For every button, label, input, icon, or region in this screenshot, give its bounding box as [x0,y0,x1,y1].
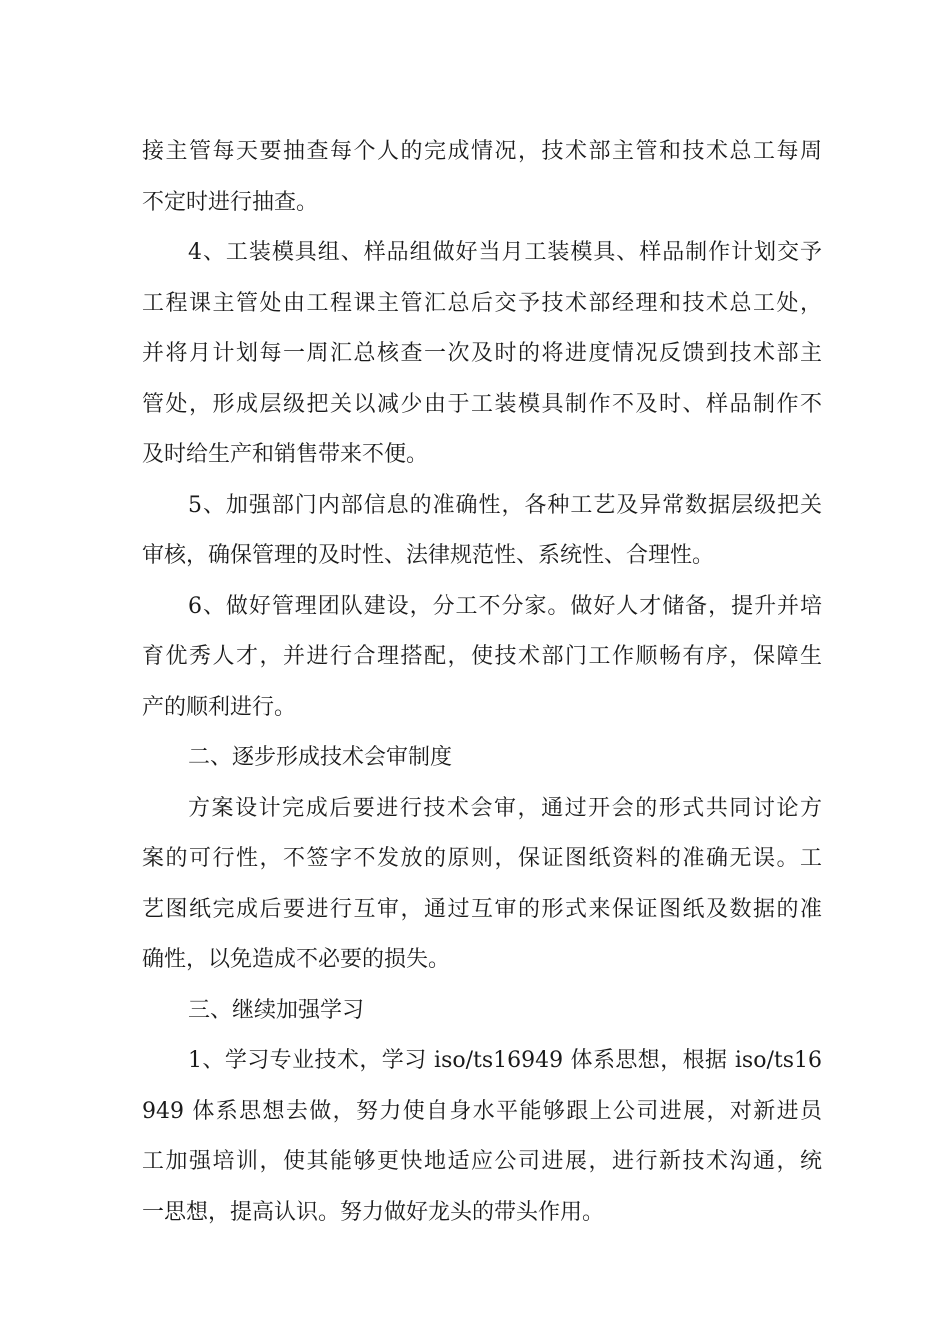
paragraph-line: 及时给生产和销售带来不便。 [142,442,429,467]
paragraph-line: 确性，以免造成不必要的损失。 [142,947,451,972]
paragraph-line: 一思想，提高认识。努力做好龙头的带头作用。 [142,1200,605,1225]
paragraph-line: 949 体系思想去做，努力使自身水平能够跟上公司进展，对新进员 [142,1099,822,1124]
paragraph-line: 接主管每天要抽查每个人的完成情况，技术部主管和技术总工每周 [142,139,822,164]
paragraph-line: 工程课主管处由工程课主管汇总后交予技术部经理和技术总工处， [142,291,822,316]
section-heading: 三、继续加强学习 [188,998,365,1023]
paragraph-line: 产的顺利进行。 [142,695,297,720]
paragraph-line: 5、加强部门内部信息的准确性，各种工艺及异常数据层级把关 [188,493,822,518]
paragraph-line: 不定时进行抽查。 [142,190,319,215]
paragraph-line: 育优秀人才，并进行合理搭配，使技术部门工作顺畅有序，保障生 [142,644,822,669]
paragraph-line: 管处，形成层级把关以减少由于工装模具制作不及时、样品制作不 [142,392,822,417]
paragraph-line: 1、学习专业技术，学习 iso/ts16949 体系思想，根据 iso/ts16 [188,1048,822,1073]
section-heading: 二、逐步形成技术会审制度 [188,745,453,770]
paragraph-line: 审核，确保管理的及时性、法律规范性、系统性、合理性。 [142,543,715,568]
paragraph-line: 并将月计划每一周汇总核查一次及时的将进度情况反馈到技术部主 [142,341,822,366]
paragraph-line: 6、做好管理团队建设，分工不分家。做好人才储备，提升并培 [188,594,822,619]
paragraph-line: 工加强培训，使其能够更快地适应公司进展，进行新技术沟通，统 [142,1149,822,1174]
paragraph-line: 4、工装模具组、样品组做好当月工装模具、样品制作计划交予 [188,240,822,265]
paragraph-line: 艺图纸完成后要进行互审，通过互审的形式来保证图纸及数据的准 [142,897,822,922]
paragraph-line: 方案设计完成后要进行技术会审，通过开会的形式共同讨论方 [188,796,822,821]
paragraph-line: 案的可行性，不签字不发放的原则，保证图纸资料的准确无误。工 [142,846,822,871]
